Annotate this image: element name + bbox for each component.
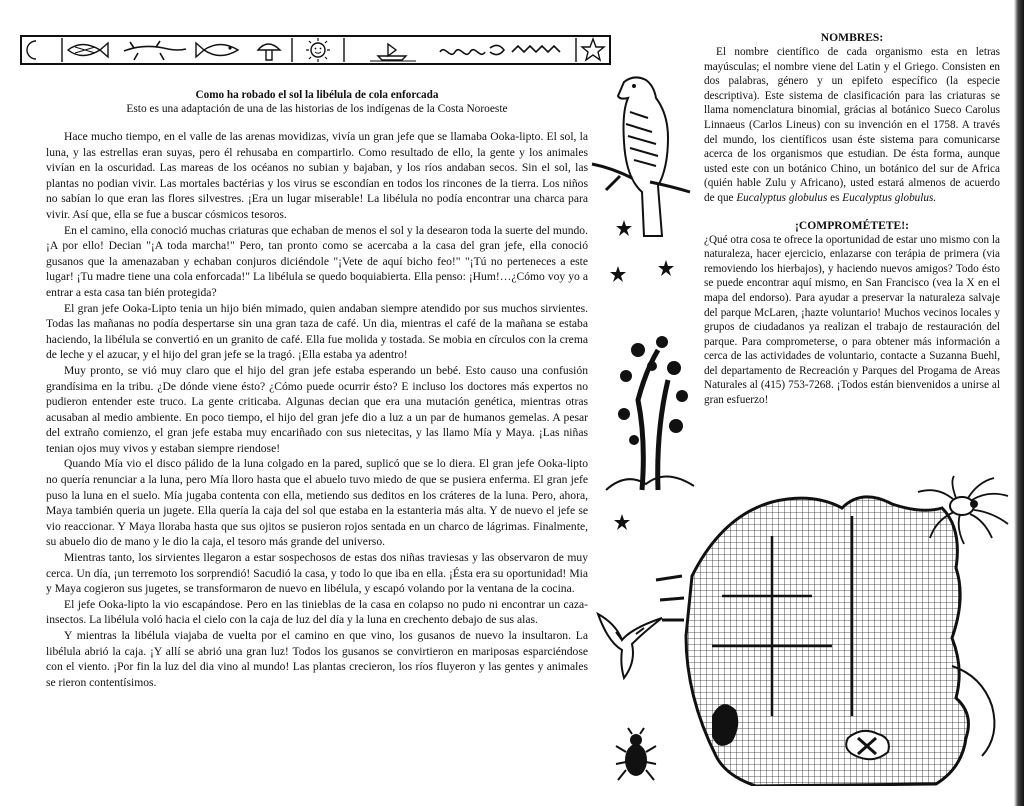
story-paragraph: Hace mucho tiempo, en el valle de las arenas movidizas, vivía un gran jefe que se llamaba Ooka-lipto. El sol, la luna, y las estrellas eran suyas, pero él rehusaba en compartirlo. Como resultado de ello, la gente y los animales vivían en la oscuridad. Las mareas de los océanos no subian y bajaban, y los ríos andaban secos. Sin el sol, las plantas no podian vivir. Las mortales bactérias y los virus se escondían en todos los rincones de la tierra. Los niños no sabían lo que eran las flores silvestres. ¡Era un lugar miserable! La libélula no podía encontrar una charca para vivir. Así que, ella se fue a buscar cósmicos tesoros. <box>46 130 588 221</box>
nombres-heading: NOMBRES: <box>820 31 884 44</box>
story-column <box>46 88 588 690</box>
nombres-body: El nombre científico de cada organismo esta en letras mayúsculas; el nombre viene del Latin y el Griego. Consisten en dos palabras, género y un epifeto específico (la especie descriptiva). Este sistema de clasificación para las criaturas se llama nomenclatura binomial, grácias al botánico Sueco Carolus Linnaeus (Carlos Lineus) con su invención en el 1758. A través del mundo, los científicos usan éste sistema para comunicarse acerca de los organismos que estudian. De ésta forma, aunque usted este con un botánico Chino, un botánico del sur de Africa (quién hable Zulu y Africano), usted estará almenos de acuerdo de que <box>704 46 1000 204</box>
story-paragraph: Muy pronto, se vió muy claro que el hijo del gran jefe estaba esperando un bebé. Esto causo una confusión grandísima en la tribu. ¿De dónde viene ésto? ¿Cómo puede ocurrir ésto? E incluso los doctores más expertos no pudieron entender este truco. La gente criticaba. Algunas decian que era una mutación genética, mientras otras acusaban al medio ambiente. En poco tiempo, el hijo del gran jefe dio a luz a un par de humanos gemelas. A pesar del extraño comienzo, el gran jefe estaba muy encariñado con sus nietecitas, y las llamo Mía y Maya. ¡Las niñas tenian ojos muy vivos y estaban siempre riendose! <box>46 363 588 455</box>
fish-icon <box>196 43 238 57</box>
nombres-text <box>704 45 1000 206</box>
lizard-icon <box>124 41 186 60</box>
stars-decoration <box>596 216 696 336</box>
species-name: Eucalyptus globulus. <box>842 191 937 204</box>
info-column <box>704 30 1000 408</box>
nombres-connector: es <box>827 191 843 204</box>
wave-icon <box>440 45 560 54</box>
story-paragraph: El jefe Ooka-lipto la vio escapándose. Pero en las tinieblas de la casa en colapso no pudo ni encontrar un caza-insectos. La libélula voló hacia el cielo con la caja de luz del día y la luna en crechento debajo de sus alas. <box>46 597 588 627</box>
boat-icon <box>370 44 416 61</box>
story-title: Como ha robado el sol la libélula de cola enforcada <box>195 89 439 101</box>
story-paragraph: El gran jefe Ooka-Lipto tenia un hijo bién mimado, quien andaban siempre atendido por sus muchos sirvientes. Todas las mañanas no podía despertarse sin una gran taza de café. Un dia, mientras el café de la mañana se estaba haciendo, la libélula se convertió en un granito de café. Ella fue molida y tostada. Se mobia en círculos con la crema de leche y el azucar, y el hijo del gran jefe se la tragó. ¡Ella estaba ya adentro! <box>46 301 588 362</box>
mushroom-icon <box>258 44 280 60</box>
star-icon <box>582 39 604 60</box>
spider-icon <box>916 474 1010 546</box>
story-paragraph: Mientras tanto, los sirvientes llegaron a estar sospechosos de estas dos niñas traviesas y las observaron de muy cerca. Un día, ¡un terremoto los sorprendió! Sacudió la casa, y todo lo que iba en ella. ¡Ésta era su oportunidad! Mia y Maya cogieron sus jugetes, se transformaron de nuevo en libélula, y escapó volando por la ventana de la cocina. <box>46 551 588 596</box>
tree-icon <box>604 330 696 492</box>
story-paragraph: En el camino, ella conoció muchas criaturas que echaban de menos el sol y la desearon toda la suerte del mundo. ¡A por ello! Decian "¡A toda marcha!" Pero, tan pronto como se acercaba a la casa del gran jefe, ella conoció gusanos que la amenazaban y echaban conjuros diciéndole "¡Vete de aquí bicho feo!" "¡Tú no perteneces a este lugar! ¡Tu madre tiene una cola enforcada!" La libélula se quedo boquiabierta. Ella penso: ¡Hum!…¿Cómo voy yo a entrar a esta casa tan bién protegida? <box>46 223 588 299</box>
sun-icon <box>306 38 330 62</box>
fish-icon <box>68 43 108 57</box>
comprometete-text: ¿Qué otra cosa te ofrece la oportunidad de estar uno mismo con la naturaleza, hacer ejercicio, enlazarse con terápia de primera (via removiendo los hierbajos), y haciendo nuevos amigos? Todo ésto se puede encontrar aquí mismo, en San Francisco (vea la X en el mapa del endorso). Para ayudar a preservar la naturaleza salvaje del parque McLaren, ¡hazte voluntario! Muchos vecinos locales y grupos de ciudadanos ya realizan el trabajo de restauración del parque. Para comprometerse, o para obtener más información a cerca de las actividades de voluntario, contacte a Suzanna Buehl, del departamento de Recreación y Parques del Progama de Areas Naturales al (415) 753-7268. ¡Todos están bienvenidos a unirse al gran esfuerzo! <box>704 233 1000 407</box>
comprometete-heading: ¡COMPROMÉTETE!: <box>795 218 909 232</box>
story-paragraph: Y mientras la libélula viajaba de vuelta por el camino en que vino, los gusanos de nuevo la insultaron. La libélula abrió la caja. ¡Y allí se abrió una gran luz! Todos los gusanos se convirtieron en mariposas esparciéndose con el viento. ¡Por fin la luz del dia vino al mundo! Las plantas crecieron, los ríos fluyeron y las gentes y animales se rieron contentísimos. <box>46 629 588 689</box>
decorative-banner <box>20 34 612 66</box>
story-subtitle: Esto es una adaptación de una de las historias de los indígenas de la Costa Noroeste <box>126 103 508 115</box>
species-name: Eucalyptus globulus <box>736 191 828 204</box>
story-paragraph: Quando Mía vio el disco pálido de la luna colgado en la pared, suplicó que se lo diera. El gran jefe Ooka-lipto no quería renunciar a la luna, pero Mía lloro hasta que el abuelo tuvo miedo de que se pusiera enferma. El gran jefe puso la luna en el suelo. Mía jugaba contenta con ella, metiendo sus deditos en los cráteres de la luna. Pero, ahora, Maya también queria un jugete. Ella quería la caja del sol que estaba en la estanteria más alta. Y de nuevo el jefe se vio reaccionar. Y Maya lloraba hasta que sus ojitos se pusieron rojos sentada en un charco de lágrimas. Finalmente, su abuelo dio de mano y le dio la caja, el tesoro más grande del universo. <box>46 457 588 549</box>
moon-icon <box>27 41 36 59</box>
page-edge-shadow <box>1014 0 1024 806</box>
